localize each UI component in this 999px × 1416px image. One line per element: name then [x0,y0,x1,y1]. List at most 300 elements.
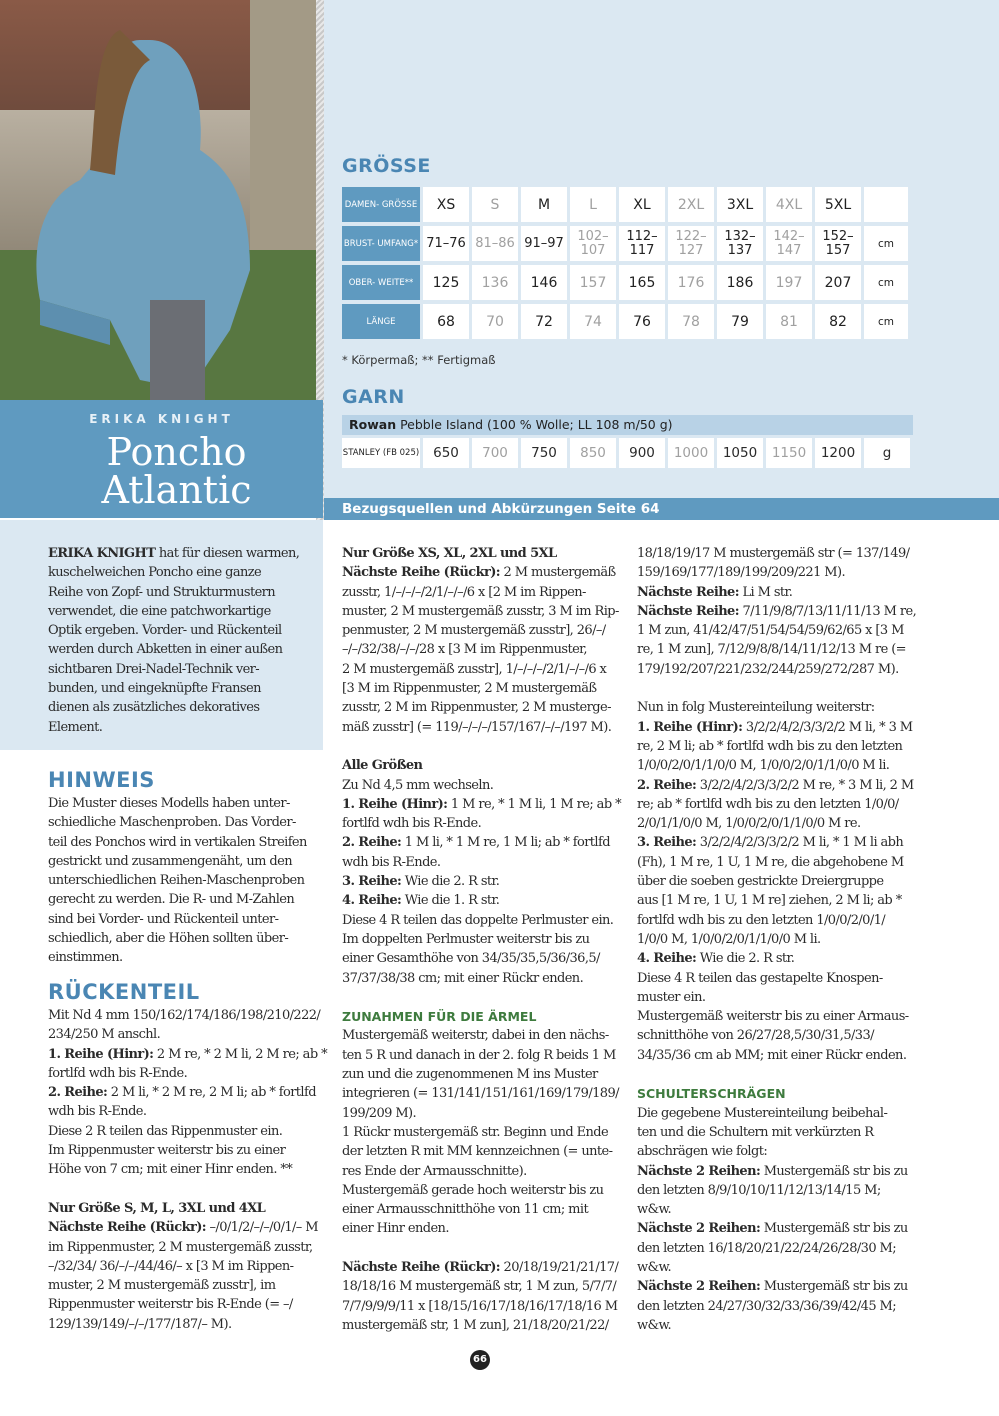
bold-label: Nur Größe XS, XL, 2XL und 5XL [342,546,557,561]
size-cell: 132– 137 [717,226,763,261]
line-text: w&w. [637,1259,672,1275]
line-text: unterschiedlichen Reihen-Maschenproben [48,873,305,889]
size-cell: 4XL [766,187,812,222]
yarn-color-label: STANLEY (FB 025) [342,438,420,468]
model-photo [0,0,323,400]
line-text: einer Hinr enden. [342,1221,449,1237]
size-row-label: LÄNGE [342,304,420,339]
text-line [48,1315,327,1334]
size-row [342,304,908,339]
line-text: Li M str. [738,584,793,600]
yarn-row [342,438,910,468]
rueckenteil-heading: RÜCKENTEIL [48,980,200,1004]
line-text: den letzten 8/9/10/10/11/12/13/14/15 M; [637,1182,881,1198]
size-cell: 81–86 [472,226,518,261]
line-text: muster ein. [637,989,706,1005]
text-line [342,833,621,852]
size-unit: cm [864,265,908,300]
text-line [342,949,621,968]
text-line [48,871,307,890]
text-line [48,1257,327,1276]
size-cell: 74 [570,304,616,339]
text-line [342,1046,621,1065]
line-text: (Fh), 1 M re, 1 U, 1 M re, die abgehobene M [637,854,904,870]
size-cell: 79 [717,304,763,339]
text-line [637,1297,916,1316]
text-line [342,563,621,582]
text-line [637,872,916,891]
line-text: Mustergemäß str bis zu [760,1279,908,1295]
size-unit: cm [864,226,908,261]
sources-banner: Bezugsquellen und Abkürzungen Seite 64 [324,498,999,520]
line-text: 1 M re, * 1 M li, 1 M re; ab * [447,796,621,812]
size-cell: M [521,187,567,222]
line-text: 3/2/2/4/2/3/3/2/2 M li, * 3 M [742,719,913,735]
line-text: gerecht zu werden. Die R- und M-Zahlen [48,892,295,908]
line-text: Mustergemäß weiterstr, dabei in den nächs- [342,1028,609,1044]
bold-label: Nächste Reihe (Rückr): [342,1259,500,1275]
size-heading: GRÖSSE [342,155,431,177]
text-line [637,602,916,621]
text-line [48,640,299,659]
line-text: 1 M li, * 1 M re, 1 M li; ab * fortlfd [401,835,610,851]
yarn-heading: GARN [342,386,405,408]
text-line [48,1199,327,1218]
yarn-details: Pebble Island (100 % Wolle; LL 108 m/50 g) [400,417,673,432]
text-line [48,679,299,698]
text-line [342,1065,621,1084]
text-line [342,698,621,717]
yarn-table [339,438,913,468]
text-line [342,930,621,949]
line-text: bunden, und eingeknüpfte Fransen [48,681,261,697]
line-text: mustergemäß str, 1 M zun], 21/18/20/21/22/ [342,1317,609,1333]
line-text: schiedliche Maschenproben. Das Vorder- [48,815,296,831]
line-text: zusstr, 1/–/–/–/2/1/–/–/6 x [2 M im Rippen- [342,584,586,600]
text-line [637,1277,916,1296]
text-line [48,852,307,871]
column-3-text [637,544,916,1335]
text-line [637,969,916,988]
line-text: Die Muster dieses Modells haben unter- [48,796,290,811]
line-text: 7/11/9/8/7/13/11/11/13 M re, [738,603,917,619]
size-row-label: DAMEN- GRÖSSE [342,187,420,222]
line-text: wdh bis R-Ende. [342,854,441,870]
column-2-text [342,544,621,1335]
pattern-title-line2: Atlantic [101,468,252,512]
text-line [48,563,299,582]
text-line [342,1026,621,1045]
text-line [637,1162,916,1181]
line-text: fortlfd wdh bis zu den letzten 1/0/0/2/0/1/ [637,912,886,928]
text-line [637,1181,916,1200]
subsection-heading: SCHULTERSCHRÄGEN [637,1086,786,1102]
text-line [342,795,621,814]
text-line [342,544,621,563]
bold-label: 2. Reihe: [637,777,697,793]
text-line [342,602,621,621]
text-line [342,583,621,602]
text-line [48,583,299,602]
line-text: Optik ergeben. Vorder- und Rückenteil [48,623,282,639]
line-text: zun und die zugenommenen M ins Muster [342,1067,598,1083]
title-box [0,400,323,518]
text-line [48,1238,327,1257]
line-text: 34/35/36 cm ab MM; mit einer Rückr enden. [637,1047,907,1063]
text-line [637,833,916,852]
bold-label: ERIKA KNIGHT [48,546,156,561]
text-line [637,698,916,717]
text-line [637,1316,916,1335]
size-row [342,265,908,300]
line-text: 37/37/38/38 cm; mit einer Rückr enden. [342,970,584,986]
rueckenteil-text [48,1006,327,1334]
text-line [342,1181,621,1200]
bold-label: 3. Reihe: [342,874,402,890]
text-line [637,949,916,968]
text-line [342,1258,621,1277]
line-text: w&w. [637,1317,672,1333]
line-text: Nun in folg Mustereinteilung weiterstr: [637,700,875,716]
text-line [637,988,916,1007]
text-line [342,1277,621,1296]
text-line [48,1102,327,1121]
text-line [48,698,299,717]
line-text: 1 M zun, 41/42/47/51/54/54/59/62/65 x [3 M [637,623,904,639]
text-line [637,814,916,833]
size-row [342,226,908,261]
yarn-description [342,415,913,435]
text-line [342,969,621,988]
line-text: 2 M mustergemäß [499,565,616,581]
text-line [637,1239,916,1258]
line-text: 234/250 M anschl. [48,1027,161,1043]
size-unit [864,187,908,222]
spacer [342,737,621,756]
size-cell: 165 [619,265,665,300]
spacer [637,1065,916,1084]
text-line [637,640,916,659]
size-cell: 176 [668,265,714,300]
text-line [342,1219,621,1238]
text-line [48,813,307,832]
text-line [342,776,621,795]
designer-name: ERIKA KNIGHT [89,412,234,426]
line-text: Diese 4 R teilen das gestapelte Knospen- [637,970,883,986]
line-text: aus [1 M re, 1 U, 1 M re] ziehen, 2 M li; ab * [637,893,902,909]
bold-label: 4. Reihe: [637,951,697,967]
size-cell: 125 [423,265,469,300]
size-row [342,187,908,222]
size-cell: 197 [766,265,812,300]
bold-label: Nächste Reihe: [637,603,739,619]
line-text: Diese 4 R teilen das doppelte Perlmuster ein. [342,912,614,928]
line-text: den letzten 24/27/30/32/33/36/39/42/45 M; [637,1298,897,1314]
yarn-amount: 1200 [815,438,861,468]
line-text: über die soeben gestrickte Dreiergruppe [637,874,884,890]
text-line [48,1218,327,1237]
line-text: ten 5 R und danach in der 2. folg R beids 1 M [342,1047,616,1063]
text-line [48,1122,327,1141]
size-cell: 122– 127 [668,226,714,261]
text-line [637,795,916,814]
yarn-amount: 1150 [766,438,812,468]
line-text: re; ab * fortlfd wdh bis zu den letzten 1/0/0/ [637,796,899,812]
line-text: 129/139/149/–/–/177/187/– M). [48,1316,232,1332]
text-line [342,640,621,659]
text-line [637,853,916,872]
line-text: den letzten 16/18/20/21/22/24/26/28/30 M; [637,1240,897,1256]
line-text: Wie die 2. R str. [696,951,795,967]
text-line [48,890,307,909]
size-cell: 136 [472,265,518,300]
line-text: integrieren (= 131/141/151/161/169/179/189/ [342,1086,619,1102]
text-line [342,1142,621,1161]
line-text: Höhe von 7 cm; mit einer Hinr enden. ** [48,1162,293,1178]
yarn-amount: 1000 [668,438,714,468]
line-text: Element. [48,719,103,735]
size-cell: 78 [668,304,714,339]
text-line [48,1006,327,1025]
text-line [342,679,621,698]
size-cell: 2XL [668,187,714,222]
size-cell: 5XL [815,187,861,222]
text-line [637,718,916,737]
size-cell: 81 [766,304,812,339]
text-line [342,1123,621,1142]
line-text: verwendet, die eine patchworkartige [48,603,271,619]
size-cell: S [472,187,518,222]
size-cell: 72 [521,304,567,339]
size-cell: 102– 107 [570,226,616,261]
line-text: re, 1 M zun], 7/12/9/8/8/14/11/12/13 M re (= [637,642,906,658]
line-text: ten und die Schultern mit verkürzten R [637,1124,874,1140]
text-line [342,853,621,872]
text-line [637,756,916,775]
text-line [637,583,916,602]
text-line [637,563,916,582]
line-text: w&w. [637,1202,672,1218]
size-cell: 142– 147 [766,226,812,261]
text-line [342,718,621,737]
text-line [48,1160,327,1179]
bold-label: 2. Reihe: [48,1085,108,1101]
text-line [637,930,916,949]
size-row-label: BRUST- UMFANG* [342,226,420,261]
line-text: Diese 2 R teilen das Rippenmuster ein. [48,1123,283,1139]
intro-text [48,544,299,737]
line-text: re, 2 M li; ab * fortlfd wdh bis zu den letzten [637,738,903,754]
line-text: Wie die 1. R str. [401,893,500,909]
text-line [637,1046,916,1065]
bold-label: 1. Reihe (Hinr): [48,1046,154,1062]
line-text: zusstr, 2 M im Rippenmuster, 2 M mustergе- [342,700,611,716]
text-line [48,910,307,929]
text-line [342,1162,621,1181]
hinweis-heading: HINWEIS [48,768,155,792]
line-text: gestrickt und zusammengenäht, um den [48,853,292,869]
line-text: 3/2/2/4/2/3/3/2/2 M li, * 1 M li abh [696,835,904,851]
line-text: einer Gesamthöhe von 34/35/35,5/36/36,5/ [342,951,600,967]
text-line [637,1142,916,1161]
size-cell: 186 [717,265,763,300]
line-text: Zu Nd 4,5 mm wechseln. [342,777,494,793]
line-text: 20/18/19/21/21/17/ [499,1259,619,1275]
text-line [342,1200,621,1219]
bold-label: Nächste 2 Reihen: [637,1279,761,1295]
text-line [637,1026,916,1045]
line-text: kuschelweichen Poncho eine ganze [48,565,262,581]
yarn-amount: 700 [472,438,518,468]
line-text: 2/0/1/1/0/0 M, 1/0/0/2/0/1/1/0/0 M re. [637,816,861,832]
line-text: Mustergemäß gerade hoch weiterstr bis zu [342,1182,604,1198]
bold-label: Nächste Reihe: [637,584,739,600]
text-line [342,891,621,910]
line-text: schiedlich, aber die Höhen sollten über- [48,931,289,947]
yarn-amount: 900 [619,438,665,468]
bold-label: Alle Größen [342,758,423,774]
line-text: einstimmen. [48,950,123,966]
yarn-amount: 850 [570,438,616,468]
size-cell: 76 [619,304,665,339]
line-text: der letzten R mit MM kennzeichnen (= unte- [342,1144,613,1160]
hinweis-text [48,794,307,968]
text-line [48,1064,327,1083]
line-text: mäß zusstr] (= 119/–/–/–/157/167/–/–/197 M). [342,719,612,735]
line-text: 199/209 M). [342,1105,417,1121]
text-line [342,911,621,930]
size-cell: XL [619,187,665,222]
text-line [342,1084,621,1103]
spacer [342,1239,621,1258]
pattern-title-line1: Poncho [106,430,247,474]
bold-label: 4. Reihe: [342,893,402,909]
text-line [48,1025,327,1044]
size-cell: 71–76 [423,226,469,261]
bold-label: 3. Reihe: [637,835,697,851]
line-text: muster, 2 M mustergemäß zusstr], im [48,1278,276,1294]
text-line [342,621,621,640]
text-line [48,718,299,737]
text-line [342,660,621,679]
text-line [342,872,621,891]
line-text: Reihe von Zopf- und Strukturmustern [48,584,276,600]
line-text: 3/2/2/4/2/3/3/2/2 M re, * 3 M li, 2 M [696,777,914,793]
text-line [48,1276,327,1295]
line-text: fortlfd wdh bis R-Ende. [48,1065,188,1081]
text-line [48,948,307,967]
text-line [48,1083,327,1102]
spacer [48,1180,327,1199]
text-line [342,814,621,833]
line-text: schnitthöhe von 26/27/28,5/30/31,5/33/ [637,1028,874,1044]
size-cell: 91–97 [521,226,567,261]
text-line [637,1219,916,1238]
line-text: 1/0/0/2/0/1/1/0/0 M, 1/0/0/2/0/1/1/0/0 M li. [637,758,890,774]
line-text: wdh bis R-Ende. [48,1104,147,1120]
text-line [48,833,307,852]
line-text: fortlfd wdh bis R-Ende. [342,816,482,832]
size-table [339,183,911,343]
bold-label: 1. Reihe (Hinr): [342,796,448,812]
line-text: sichtbaren Drei-Nadel-Technik ver- [48,661,260,677]
size-cell: 152– 157 [815,226,861,261]
size-cell: L [570,187,616,222]
text-line [637,1200,916,1219]
bold-label: 2. Reihe: [342,835,402,851]
text-line [637,1258,916,1277]
text-line [342,1104,621,1123]
text-line [48,929,307,948]
yarn-unit: g [864,438,910,468]
line-text: 1 Rückr mustergemäß str. Beginn und Ende [342,1124,609,1140]
line-text: 7/7/9/9/9/11 x [18/15/16/17/18/16/17/18/16 M [342,1298,618,1314]
line-text: abschrägen wie folgt: [637,1144,768,1160]
bold-label: Nächste 2 Reihen: [637,1163,761,1179]
size-unit: cm [864,304,908,339]
size-footnote: * Körpermaß; ** Fertigmaß [342,353,496,367]
line-text: Mustergemäß str bis zu [760,1163,908,1179]
size-cell: 68 [423,304,469,339]
bold-label: Nächste 2 Reihen: [637,1221,761,1237]
line-text: 179/192/207/221/232/244/259/272/287 M). [637,661,899,677]
spacer [342,988,621,1007]
line-text: einer Armausschnitthöhe von 11 cm; mit [342,1202,589,1218]
line-text: 18/18/16 M mustergemäß str, 1 M zun, 5/7/7/ [342,1279,617,1295]
bold-label: Nächste Reihe (Rückr): [342,565,500,581]
text-line [48,544,299,563]
line-text: 18/18/19/17 M mustergemäß str (= 137/149/ [637,546,910,561]
text-line [342,1297,621,1316]
line-text: Wie die 2. R str. [401,874,500,890]
line-text: Im doppelten Perlmuster weiterstr bis zu [342,931,590,947]
spacer [637,679,916,698]
line-text: –/0/1/2/–/–/0/1/– M [205,1220,318,1236]
size-cell: 146 [521,265,567,300]
line-text: werden durch Abketten in einer außen [48,642,283,658]
bold-label: 1. Reihe (Hinr): [637,719,743,735]
line-text: 2 M mustergemäß zusstr], 1/–/–/–/2/1/–/–/6 x [342,661,607,677]
text-line [637,1104,916,1123]
yarn-brand: Rowan [349,417,397,432]
line-text: dienen als zusätzliches dekoratives [48,700,260,716]
text-line [637,1123,916,1142]
line-text: –/32/34/ 36/–/–/44/46/– x [3 M im Rippen- [48,1258,294,1274]
yarn-amount: 650 [423,438,469,468]
text-line [637,776,916,795]
line-text: –/–/32/38/–/–/28 x [3 M im Rippenmuster, [342,642,587,658]
bold-label: Nächste Reihe (Rückr): [48,1220,206,1236]
line-text: Die gegebene Mustereinteilung beibehal- [637,1105,888,1121]
line-text: Mit Nd 4 mm 150/162/174/186/198/210/222/ [48,1008,321,1023]
text-line [637,660,916,679]
yarn-amount: 750 [521,438,567,468]
text-line [48,794,307,813]
text-line [342,1316,621,1335]
line-text: Mustergemäß str bis zu [760,1221,908,1237]
line-text: im Rippenmuster, 2 M mustergemäß zusstr, [48,1239,313,1255]
size-cell: 207 [815,265,861,300]
text-line [637,1007,916,1026]
line-text: hat für diesen warmen, [155,546,300,561]
text-line [637,621,916,640]
text-line [637,544,916,563]
line-text: teil des Ponchos wird in vertikalen Streifen [48,834,307,850]
size-cell: 3XL [717,187,763,222]
line-text: 2 M re, * 2 M li, 2 M re; ab * [153,1046,327,1062]
text-line [48,1045,327,1064]
bold-label: Nur Größe S, M, L, 3XL und 4XL [48,1200,266,1216]
